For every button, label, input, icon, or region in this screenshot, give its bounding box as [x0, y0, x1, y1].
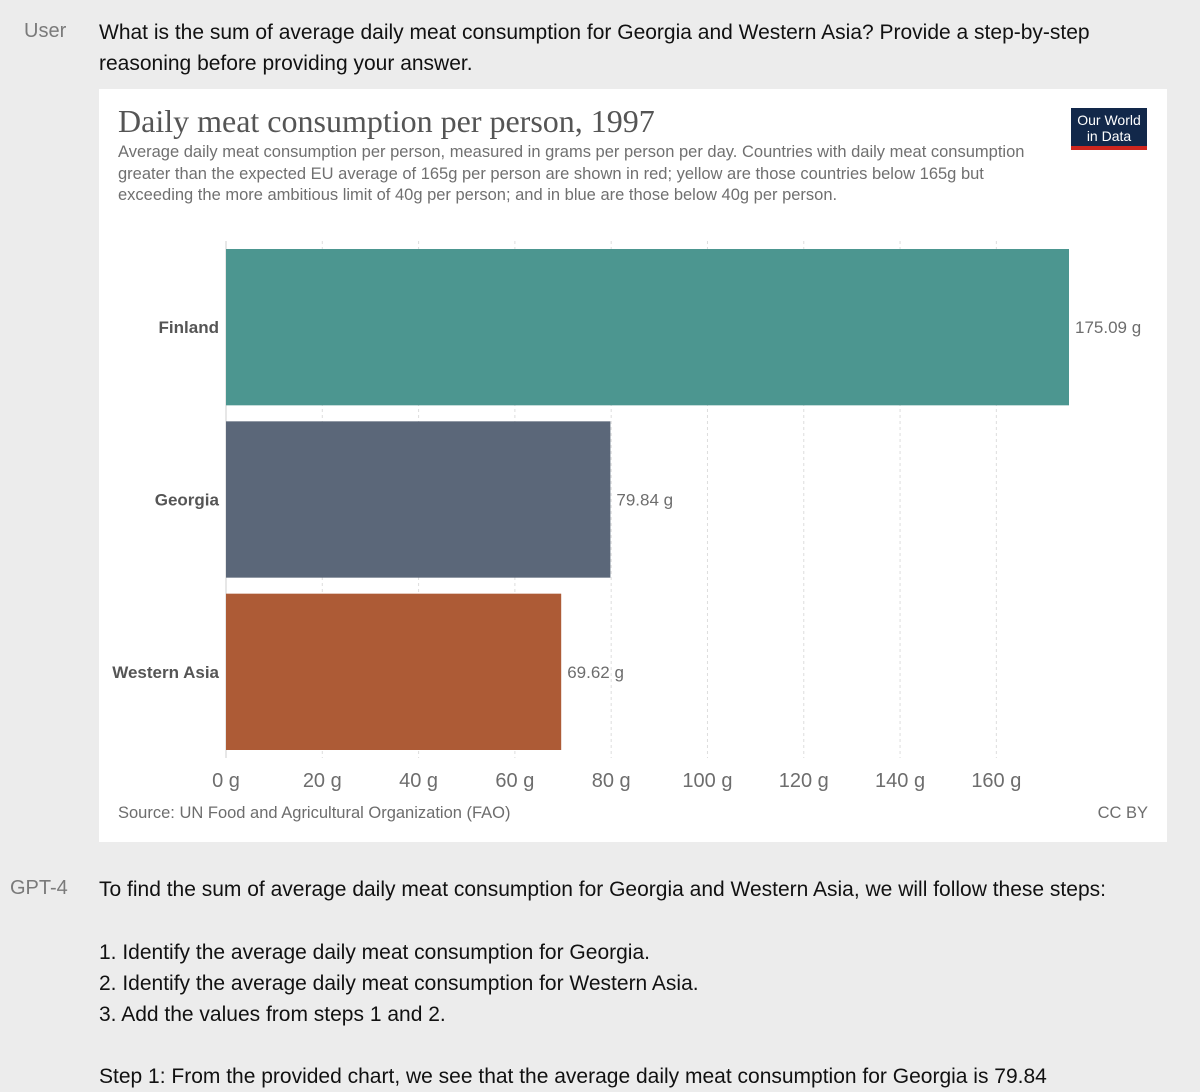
- assistant-cutoff-text: Step 1: From the provided chart, we see that the average daily meat consumption for Georgia is 79.84: [99, 1065, 1047, 1088]
- assistant-intro: To find the sum of average daily meat consumption for Georgia and Western Asia, we will follow these steps:: [99, 878, 1106, 901]
- assistant-step: 1. Identify the average daily meat consumption for Georgia.: [99, 941, 650, 964]
- chart-subtitle: Average daily meat consumption per person, measured in grams per person per day. Countries with daily meat consumption greater than the expected EU average of 165g per person are shown in red; yellow are those countries below 165g but exceeding the more ambitious limit of 40g per person; and in blue are those below 40g per person.: [118, 143, 1025, 204]
- value-label: 69.62 g: [567, 662, 624, 682]
- bar-chart: [99, 89, 1167, 842]
- assistant-steps: [99, 937, 699, 1030]
- bar: [226, 249, 1069, 405]
- assistant-role-label: GPT-4: [10, 877, 68, 899]
- x-tick-label: 0 g: [212, 770, 240, 792]
- x-tick-label: 140 g: [875, 770, 926, 792]
- category-label: Georgia: [154, 490, 219, 510]
- category-label: Finland: [158, 318, 219, 338]
- x-tick-label: 60 g: [495, 770, 535, 792]
- owid-logo-line-2: in Data: [1086, 128, 1132, 144]
- x-tick-label: 160 g: [971, 770, 1022, 792]
- assistant-step: 2. Identify the average daily meat consumption for Western Asia.: [99, 972, 699, 995]
- chart-card: [99, 89, 1167, 842]
- x-tick-label: 100 g: [682, 770, 733, 792]
- user-role-label: User: [24, 20, 67, 42]
- bar: [226, 421, 610, 577]
- chart-source: Source: UN Food and Agricultural Organization (FAO): [118, 804, 511, 822]
- user-message: What is the sum of average daily meat consumption for Georgia and Western Asia? Provide a step-by-step reasoning before providing your answer.: [99, 21, 1090, 75]
- category-label: Western Asia: [112, 662, 219, 682]
- bar: [226, 594, 561, 750]
- x-tick-label: 80 g: [591, 770, 631, 792]
- x-tick-label: 120 g: [778, 770, 829, 792]
- owid-logo-line-1: Our World: [1077, 112, 1141, 128]
- x-tick-label: 20 g: [302, 770, 342, 792]
- x-tick-label: 40 g: [399, 770, 439, 792]
- chart-title: Daily meat consumption per person, 1997: [118, 103, 655, 139]
- value-label: 79.84 g: [616, 490, 674, 510]
- value-label: 175.09 g: [1075, 318, 1142, 338]
- assistant-step: 3. Add the values from steps 1 and 2.: [99, 1003, 446, 1026]
- chart-license: CC BY: [1097, 804, 1148, 822]
